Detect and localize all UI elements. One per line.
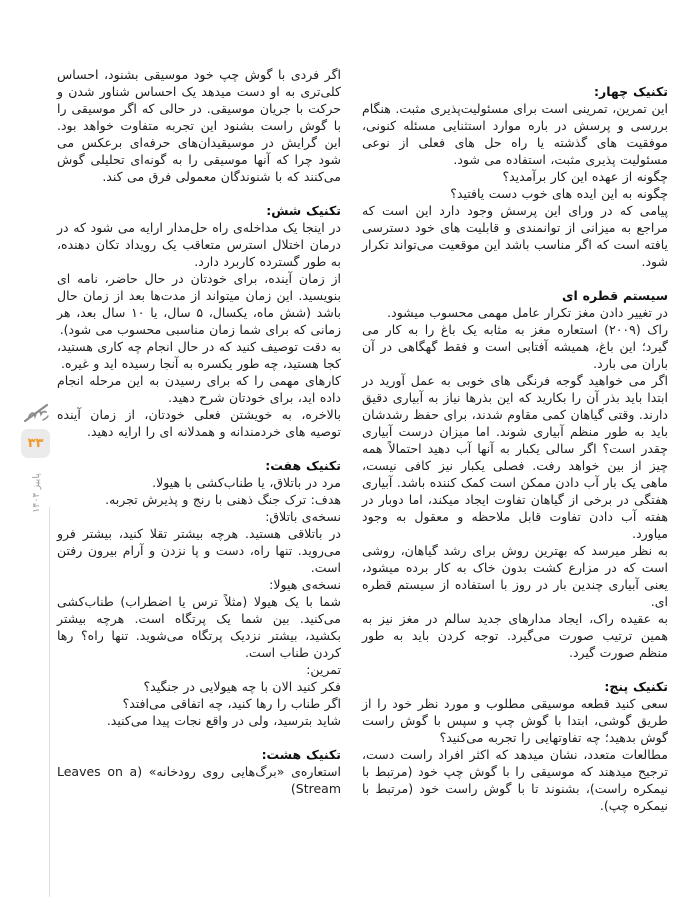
text-block: مرد در باتلاق، یا طناب‌کشی با هیولا. <box>152 475 341 490</box>
text-block: تکنیک هشت: <box>261 747 341 762</box>
text-block: شاید بترسید، ولی در واقع نجات پیدا می‌کنید. <box>106 713 341 728</box>
text-block: تکنیک پنج: <box>604 679 668 694</box>
page-number: ۳۳ <box>27 436 44 451</box>
text-block: مطالعات متعدد، نشان میدهد که اکثر افراد راست دست، ترجیح میدهند که موسیقی را با گوش چپ خود (مرتبط با نیمکره راست)، بشنوند تا با گوش راست خود (مرتبط با نیمکره چپ). <box>362 747 668 813</box>
text-block: سیستم قطره ای <box>562 288 668 303</box>
text-block: چگونه به این ایده های خوب دست یافتید؟ <box>450 186 668 201</box>
text-block: اگر طناب را رها کنید، چه اتفاقی می‌افتد؟ <box>122 696 341 711</box>
article-body <box>57 66 668 814</box>
margin-divider-line <box>49 507 50 897</box>
text-block: تکنیک چهار: <box>594 84 668 99</box>
text-block: از زمان آینده، برای خودتان در حال حاضر، نامه ای بنویسید. این زمان میتواند از مدت‌ها بعد از زمان حال باشد (شش ماه، یکسال، ۵ سال، یا ۱۰ سال بعد، هر زمانی که برای شما زمان مناسبی محسوب می شود). <box>57 271 341 337</box>
page-number-badge <box>21 429 50 458</box>
text-block: راک (۲۰۰۹) استعاره مغز به مثابه یک باغ را به کار می گیرد؛ این باغ، همیشه آفتابی است و فقط گهگاهی در آن باران می بارد. <box>362 322 668 371</box>
text-block: استعاره‌ی «برگ‌هایی روی رودخانه» (Leaves on a Stream) <box>57 764 341 796</box>
column-left <box>57 66 341 797</box>
text-block: در اینجا یک مداخله‌ی راه حل‌مدار ارایه می شود که در درمان اختلال استرس متعاقب یک رویداد تکان دهنده، به طور گسترده کاربرد دارد. <box>57 220 341 269</box>
issue-season-label: پاییز ۱۴۰۴ <box>31 473 42 513</box>
text-block: فکر کنید الان با چه هیولایی در جنگید؟ <box>143 679 341 694</box>
text-block: نسخه‌ی هیولا: <box>269 577 341 592</box>
text-block: هدف: ترک جنگ ذهنی با رنج و پذیرش تجربه. <box>105 492 341 507</box>
text-block: در تغییر دادن مغز تکرار عامل مهمی محسوب میشود. <box>387 305 668 320</box>
text-block: سعی کنید قطعه موسیقی مطلوب و مورد نظر خود را از طریق گوشی، ابتدا با گوش چپ و سپس با گوش راست گوش بدهید؛ چه تفاوتهایی را تجربه می‌کنید؟ <box>362 696 668 745</box>
text-block: در باتلاقی هستید. هرچه بیشتر تقلا کنید، بیشتر فرو می‌روید. تنها راه، دست و پا نزدن و آرام بیرون رفتن است. <box>57 526 341 575</box>
column-right <box>362 66 668 814</box>
text-block: شما با یک هیولا (مثلاً ترس یا اضطراب) طناب‌کشی می‌کنید. بین شما یک پرتگاه است. هرچه بیشتر بکشید، بیشتر نزدیک پرتگاه می‌شوید. تنها راه؟ رها کردن طناب است. <box>57 594 341 660</box>
publisher-logo-icon <box>23 401 50 425</box>
text-block: تکنیک هفت: <box>265 458 341 473</box>
text-block: به عقیده راک، ایجاد مدارهای جدید سالم در مغز نیز به همین ترتیب صورت می‌گیرد. توجه کردن باید به طور منظم صورت گیرد. <box>362 611 668 660</box>
text-block: بالاخره، به خویشتن فعلی خودتان، از زمان آینده توصیه های خردمندانه و همدلانه ای را ارایه دهید. <box>57 407 341 439</box>
text-block: پیامی که در ورای این پرسش وجود دارد این است که مراجع به میزانی از توانمندی و قابلیت های خود دسترسی یافته است که اگر مناسب باشد این موقعیت می‌تواند تکرار شود. <box>362 203 668 269</box>
text-block: اگر می خواهید گوجه فرنگی های خوبی به عمل آورید در ابتدا باید بذر آن را بکارید که این بذرها نیاز به آبیاری دقیق دارند. وقتی گیاهان کمی مقاوم شدند، برای حفظ رشدشان باید به طور منظم آبیاری شوند. اما میزان درست آبیاری چقدر است؟ اگر سالی یکبار به آنها آب دهید احتمالاً همه چیز از بین خواهد رفت. فصلی یکبار نیز کافی نیست، ماهی یک بار آب دادن ممکن است کمک کننده باشد. آبیاری هفتگی در برخی از گیاهان تفاوت ایجاد میکند، اما دوبار در هفته آب دادن تفاوت قابل ملاحظه و معقول به وجود میاورد. <box>362 373 668 541</box>
text-block: کارهای مهمی را که برای رسیدن به این مرحله انجام داده اید، برای خودتان شرح دهید. <box>57 373 341 405</box>
text-block: نسخه‌ی باتلاق: <box>265 509 341 524</box>
text-block: به نظر میرسد که بهترین روش برای رشد گیاهان، روشی است که در مزارع کشت بدون خاک به کار برده میشود، یعنی آبیاری چندین بار در روز با استفاده از سیستم قطره ای. <box>362 543 668 609</box>
text-block: چگونه از عهده این کار برآمدید؟ <box>502 169 668 184</box>
text-block: اگر فردی با گوش چپ خود موسیقی بشنود، احساس کلی‌تری به او دست میدهد یک احساس شناور شدن و حرکت با جریان موسیقی. در حالی که اگر موسیقی را با گوش راست بشنود این تجربه متفاوت خواهد بود. این گرایش در موسیقیدان‌های حرفه‌ای برعکس می شود چرا که آنها موسیقی را به گونه‌ای تحلیلی گوش می‌کنند که با شنوندگان معمولی فرق می کند. <box>57 67 341 184</box>
text-block: تکنیک شش: <box>266 203 341 218</box>
text-block: تمرین: <box>306 662 341 677</box>
text-block: این تمرین، تمرینی است برای مسئولیت‌پذیری مثبت. هنگام بررسی و پرسش در باره موارد استثنایی مسئله کنونی، موفقیت های گذشته یا راه حل های فعلی از نوعی مسئولیت پذیری مثبت، استفاده می شود. <box>362 101 668 167</box>
text-block: به دقت توصیف کنید که در حال انجام چه کاری هستید، کجا هستید، چه طور یکسره به آنجا رسیده اید و غیره. <box>57 339 341 371</box>
